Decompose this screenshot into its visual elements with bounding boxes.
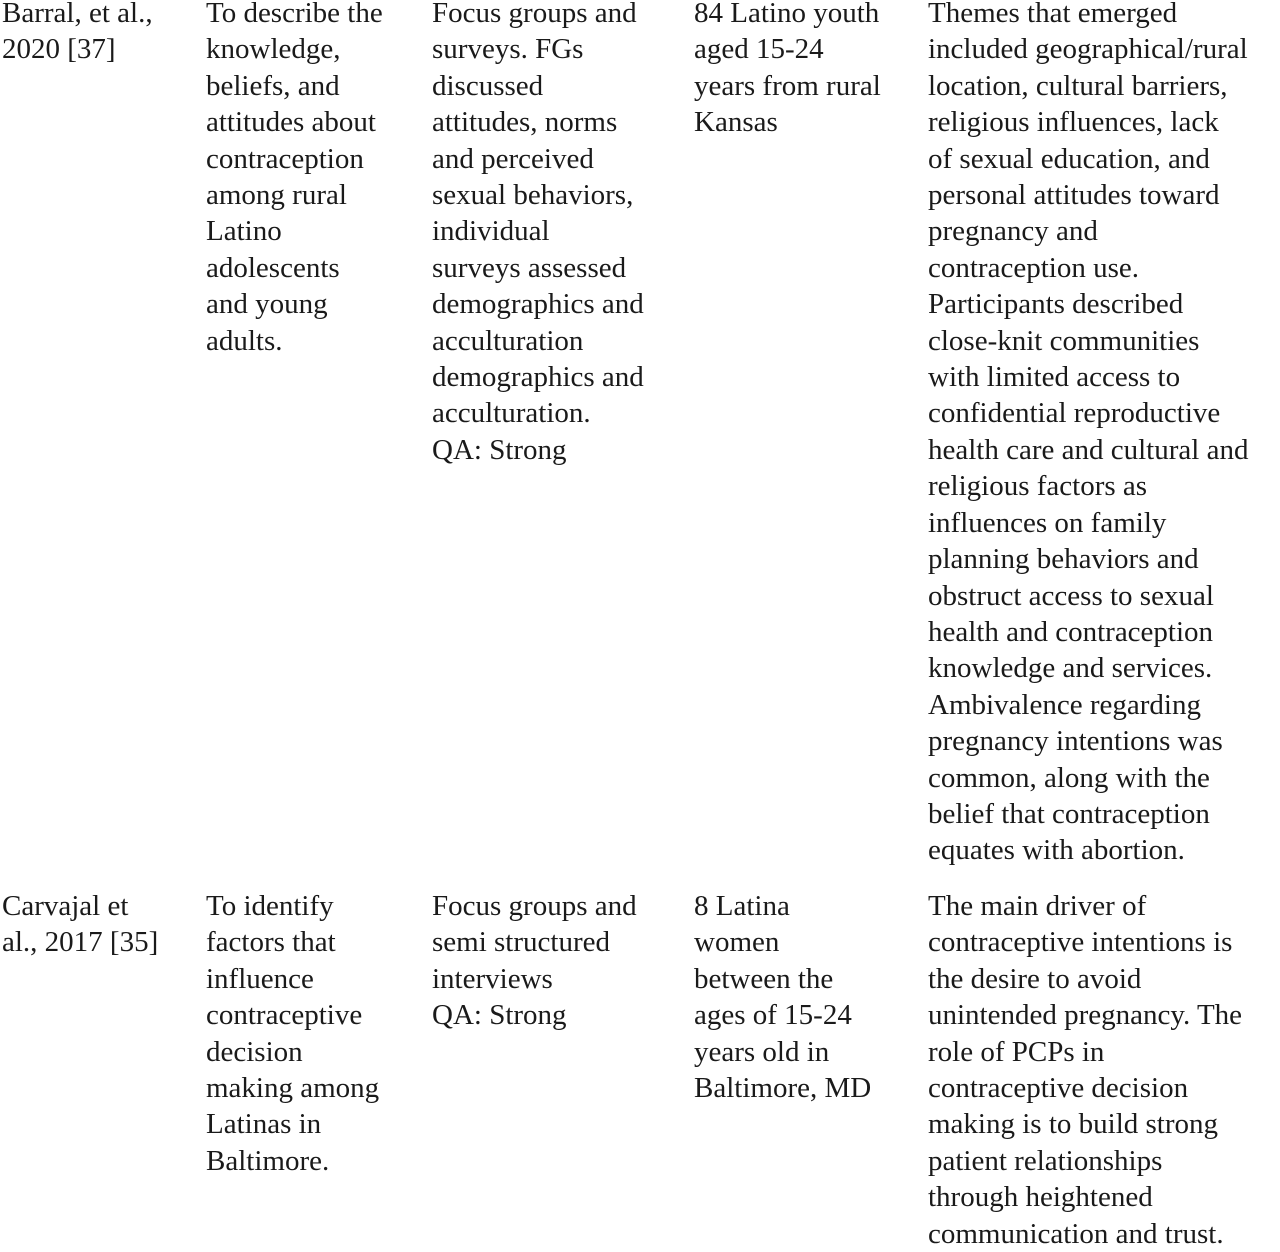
- study-findings-cell: The main driver of contraceptive intentions is the desire to avoid unintended pregnancy. The role of PCPs in contraceptive decision making is to build strong patient relationships through heightened communication and trust.: [928, 890, 1243, 1250]
- study-sample-cell: 8 Latina women between the ages of 15-24 years old in Baltimore, MD: [694, 890, 872, 1105]
- study-methods-cell: Focus groups and semi structured interviews QA: Strong: [432, 890, 637, 1032]
- study-aim-cell: To identify factors that influence contraceptive decision making among Latinas in Baltimore.: [206, 890, 380, 1177]
- study-citation-cell: Carvajal et al., 2017 [35]: [2, 890, 159, 959]
- study-methods-cell: Focus groups and surveys. FGs discussed attitudes, norms and perceived sexual behaviors, individual surveys assessed demographics and acculturation demographics and acculturation. QA: Strong: [432, 0, 644, 466]
- study-aim-cell: To describe the knowledge, beliefs, and attitudes about contraception among rural Latino adolescents and young adults.: [206, 0, 383, 357]
- study-citation-cell: Barral, et al., 2020 [37]: [2, 0, 153, 66]
- study-findings-cell: Themes that emerged included geographical/rural location, cultural barriers, religious influences, lack of sexual education, and personal attitudes toward pregnancy and contraception use. Participants described close-knit communities with limited access to confidential reproductive health care and cultural and religious factors as influences on family planning behaviors and obstruct access to sexual health and contraception knowledge and services. Ambivalence regarding pregnancy intentions was common, along with the belief that contraception equates with abortion.: [928, 0, 1249, 867]
- study-sample-cell: 84 Latino youth aged 15-24 years from rural Kansas: [694, 0, 881, 139]
